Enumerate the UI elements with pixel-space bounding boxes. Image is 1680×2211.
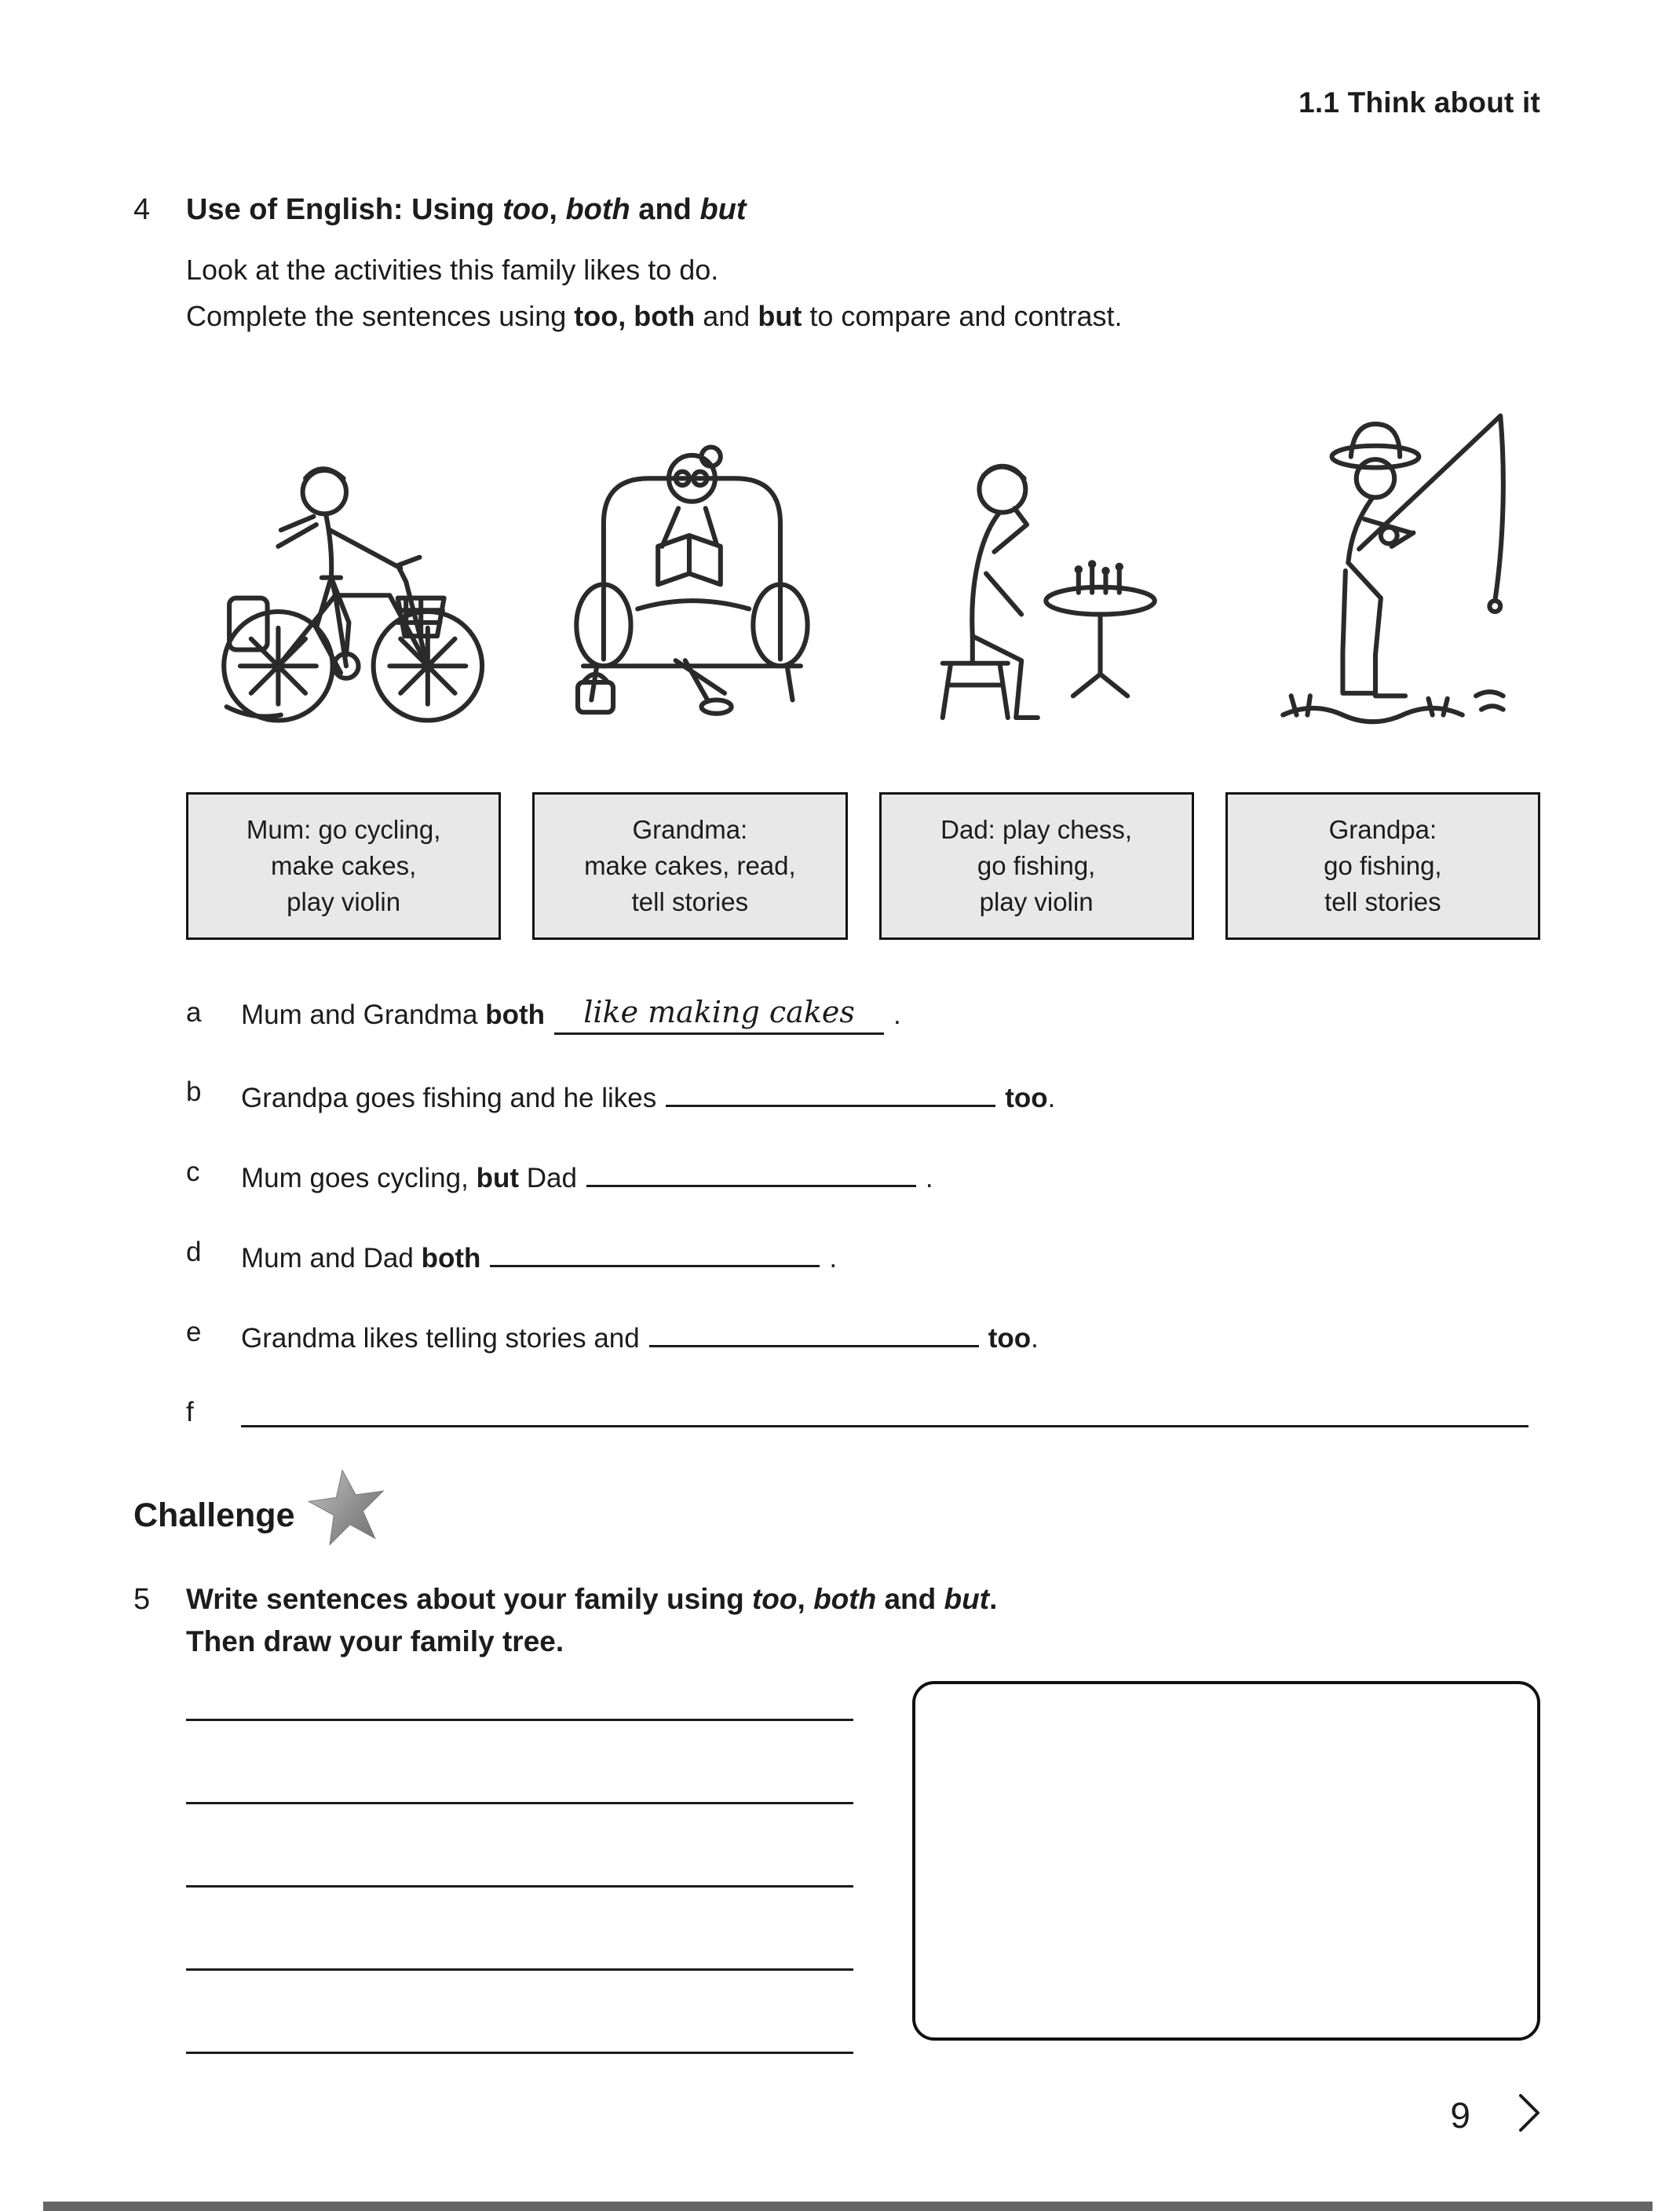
family-tree-drawing-box[interactable] (912, 1681, 1540, 2041)
scan-edge-artifact (43, 2202, 1653, 2211)
grandma-reading-illustration (529, 358, 854, 755)
card-line: Grandma: (632, 814, 748, 844)
exercise-4-title-row (133, 192, 1540, 229)
writing-line[interactable] (186, 1802, 853, 1804)
star-icon (306, 1467, 389, 1545)
instruction-line-1: Look at the activities this family likes to do. (186, 253, 719, 286)
handwritten-answer: like making cakes (583, 995, 855, 1030)
exercise-5 (133, 1578, 1540, 2135)
writing-line[interactable] (186, 1968, 853, 1971)
sentence-writing-lines (186, 1681, 853, 2135)
instruction-line-2: Complete the sentences using too, both and but to compare and contrast. (186, 299, 1123, 332)
chevron-right-icon (1516, 2091, 1543, 2139)
card-line: make cakes, (271, 850, 417, 880)
question-e: e Grandma likes telling stories and too. (186, 1316, 1039, 1354)
exercise-5-title-row (133, 1578, 1540, 1662)
mum-cycling-illustration (186, 358, 511, 755)
exercise-4-body (186, 250, 1540, 1435)
exercise-4-number: 4 (133, 193, 151, 226)
writing-line[interactable] (186, 2052, 853, 2054)
question-f (186, 1396, 1540, 1435)
card-line: tell stories (631, 887, 749, 917)
fishing-icon (1229, 374, 1528, 755)
dad-chess-illustration (872, 358, 1197, 755)
question-c: c Mum goes cycling, but Dad . (186, 1156, 933, 1193)
card-grandpa (1225, 792, 1540, 941)
writing-line[interactable] (186, 1885, 853, 1888)
section-header (133, 86, 1540, 119)
question-e-answer-blank[interactable] (649, 1316, 979, 1347)
question-a: a Mum and Grandma both like making cakes . (186, 996, 1540, 1035)
card-line: go fishing, (1324, 850, 1442, 880)
card-line: go fishing, (977, 850, 1096, 880)
question-c-letter: c (186, 1156, 200, 1187)
question-e-letter: e (186, 1316, 202, 1347)
grandpa-fishing-illustration (1215, 358, 1540, 755)
exercise-4 (133, 192, 1540, 1435)
question-d: d Mum and Dad both . (186, 1236, 838, 1274)
card-grandma (532, 792, 847, 941)
bicycle-icon (199, 374, 499, 755)
card-line: tell stories (1324, 887, 1441, 917)
challenge-title: Challenge (133, 1497, 295, 1535)
activity-cards (186, 792, 1540, 941)
question-d-answer-blank[interactable] (490, 1236, 820, 1267)
question-list (186, 996, 1540, 1435)
question-f-letter: f (186, 1396, 194, 1427)
page-number: 9 (1450, 2094, 1470, 2136)
exercise-4-title: Use of English: Using too, both and but (186, 193, 747, 226)
page-footer (1450, 2091, 1543, 2139)
card-line: Grandpa: (1328, 814, 1437, 844)
exercise-5-instructions (186, 1578, 997, 1662)
writing-area (186, 1681, 1540, 2135)
card-line: play violin (287, 887, 401, 917)
question-d-letter: d (186, 1236, 202, 1267)
question-a-letter: a (186, 997, 202, 1029)
card-mum (186, 792, 501, 941)
card-line: play violin (979, 887, 1094, 917)
question-c-answer-blank[interactable] (586, 1156, 916, 1187)
question-a-answer-blank[interactable] (554, 996, 884, 1035)
question-f-answer-blank[interactable] (241, 1396, 1528, 1427)
exercise-5-line-2: Then draw your family tree. (186, 1624, 564, 1657)
question-b: b Grandpa goes fishing and he likes too. (186, 1076, 1056, 1113)
writing-line[interactable] (186, 1719, 853, 1721)
challenge-heading (133, 1487, 1540, 1545)
card-line: Mum: go cycling, (246, 814, 441, 844)
card-line: Dad: play chess, (940, 814, 1133, 844)
question-b-letter: b (186, 1076, 202, 1107)
family-illustrations (186, 358, 1540, 755)
question-b-answer-blank[interactable] (666, 1076, 995, 1107)
exercise-5-number: 5 (133, 1582, 151, 1616)
chess-icon (886, 374, 1185, 755)
card-dad (879, 792, 1194, 941)
section-title: 1.1 Think about it (1298, 86, 1540, 119)
armchair-icon (542, 374, 842, 755)
card-line: make cakes, read, (584, 850, 796, 880)
exercise-5-line-1: Write sentences about your family using too, both and but. (186, 1582, 998, 1615)
